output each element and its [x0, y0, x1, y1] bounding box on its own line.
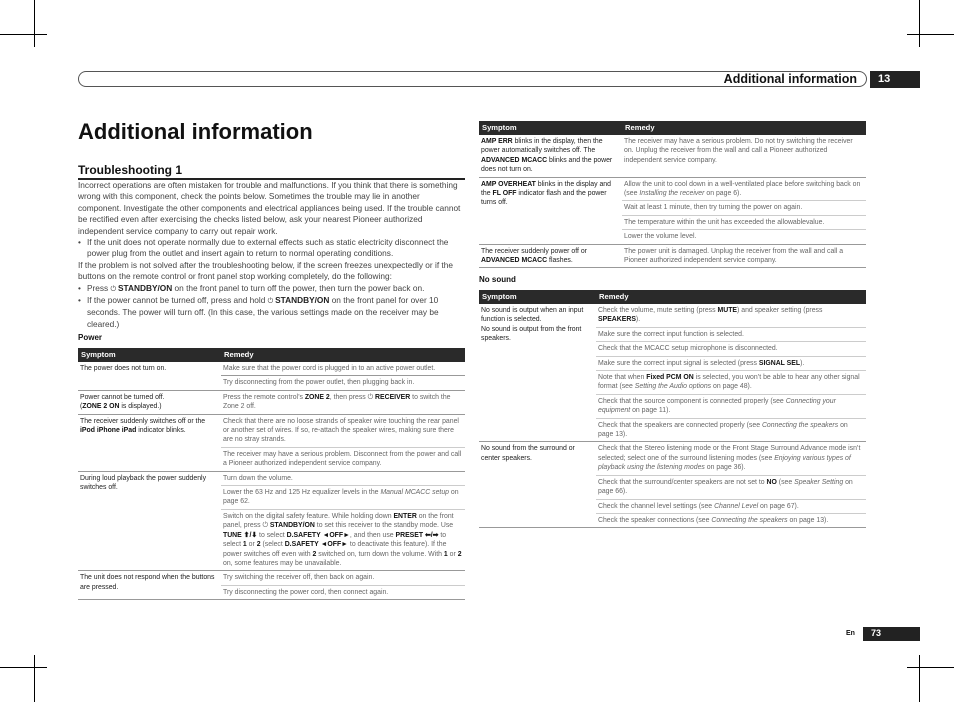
col-symptom: Symptom	[78, 348, 221, 362]
bullet-press-standby: • Press ⏻ STANDBY/ON on the front panel to turn off the power, then turn the power back on.	[87, 283, 465, 295]
table-cell: The unit does not respond when the buttons are pressed.	[78, 571, 221, 600]
col-remedy: Remedy	[622, 121, 866, 135]
table-cell: Check that there are no loose strands of speaker wire touching the rear panel or another set of wires. If so, re-attach the speaker wires, making sure there are no stray strands.	[221, 414, 465, 447]
amp-table	[479, 121, 866, 268]
table-cell: Check the channel level settings (see Channel Level on page 67).	[596, 499, 866, 513]
header-title: Additional information	[723, 72, 857, 86]
footer-language: En	[846, 630, 855, 637]
table-cell: Try disconnecting the power cord, then connect again.	[221, 585, 465, 599]
section-title: Troubleshooting 1	[78, 163, 182, 177]
col-symptom: Symptom	[479, 121, 622, 135]
table-cell: Make sure that the power cord is plugged in to an active power outlet.	[221, 362, 465, 376]
power-table	[78, 348, 465, 600]
table-cell: Check the volume, mute setting (press MUTE) and speaker setting (press SPEAKERS).	[596, 304, 866, 327]
table-cell: The receiver may have a serious problem. Disconnect from the power and call a Pioneer authorized independent service company.	[221, 447, 465, 471]
table-cell: Check that the Stereo listening mode or the Front Stage Surround Advance mode isn’t selected; select one of the surround listening modes (see Enjoying various types of playback using the listening modes on page 36).	[596, 442, 866, 475]
crop-mark	[34, 655, 35, 702]
power-heading: Power	[78, 333, 103, 342]
table-cell: Press the remote control’s ZONE 2, then press ⏻ RECEIVER to switch the Zone 2 off.	[221, 390, 465, 414]
bullet-static: • If the unit does not operate normally due to external effects such as static electricity disconnect the power plug from the outlet and insert again to return to normal operating conditions.	[87, 237, 465, 260]
intro-paragraph-2: If the problem is not solved after the troubleshooting below, if the screen freezes unexpectedly or if the buttons on the remote control or front panel stop working completely, do the following:	[78, 259, 453, 282]
table-cell: The receiver may have a serious problem. Do not try switching the receiver on. Unplug the receiver from the wall and call a Pioneer authorized independent service company.	[622, 135, 866, 177]
intro-paragraph: Incorrect operations are often mistaken for trouble and malfunctions. If you think that there is something wrong with this component, check the points below. Sometimes the trouble may lie in another component. Investigate the other components and electrical appliances being used. If the trouble cannot be rectified even after exercising the checks listed below, ask your nearest Pioneer authorized independent service company to carry out repair work.	[78, 180, 461, 236]
page-number: 73	[863, 627, 920, 641]
table-cell: Lower the volume level.	[622, 230, 866, 244]
bullet-hold-standby: • If the power cannot be turned off, press and hold ⏻ STANDBY/ON on the front panel for over 10 seconds. The power will turn off. (In this case, the various settings made on the receiver may be cleared.)	[87, 295, 465, 330]
table-cell: During loud playback the power suddenly switches off.	[78, 471, 221, 571]
table-cell: Check that the source component is connected properly (see Connecting your equipment on page 11).	[596, 394, 866, 418]
table-cell: The power does not turn on.	[78, 362, 221, 390]
table-cell: Note that when Fixed PCM ON is selected, you won’t be able to hear any other signal format (see Setting the Audio options on page 48).	[596, 371, 866, 395]
crop-mark	[34, 0, 35, 47]
power-icon: ⏻	[267, 298, 276, 306]
chapter-number: 13	[870, 71, 920, 88]
table-cell: Lower the 63 Hz and 125 Hz equalizer levels in the Manual MCACC setup on page 62.	[221, 486, 465, 510]
intro-text	[78, 180, 465, 330]
table-cell: AMP ERR blinks in the display, then the power automatically switches off. The ADVANCED MCACC blinks and the power does not turn on.	[479, 135, 622, 177]
col-remedy: Remedy	[221, 348, 465, 362]
table-cell: The temperature within the unit has exceeded the allowablevalue.	[622, 215, 866, 229]
col-symptom: Symptom	[479, 290, 596, 304]
page-title: Additional information	[78, 119, 313, 144]
table-cell: Try disconnecting from the power outlet, then plugging back in.	[221, 376, 465, 390]
power-icon: ⏻	[110, 285, 118, 293]
table-cell: Check that the speakers are connected properly (see Connecting the speakers on page 13).	[596, 418, 866, 442]
table-cell: The power unit is damaged. Unplug the receiver from the wall and call a Pioneer authorized independent service company.	[622, 244, 866, 268]
table-cell: The receiver suddenly power off or ADVANCED MCACC flashes.	[479, 244, 622, 268]
table-cell: No sound is output when an input function is selected. No sound is output from the front speakers.	[479, 304, 596, 442]
table-cell: Check that the surround/center speakers are not set to NO (see Speaker Setting on page 66).	[596, 475, 866, 499]
table-cell: Make sure the correct input signal is selected (press SIGNAL SEL).	[596, 356, 866, 370]
table-cell: Turn down the volume.	[221, 471, 465, 485]
table-cell: Check that the MCACC setup microphone is disconnected.	[596, 342, 866, 356]
crop-mark	[907, 667, 954, 668]
crop-mark	[919, 0, 920, 47]
table-cell: Switch on the digital safety feature. While holding down ENTER on the front panel, press ⏻ STANDBY/ON to set this receiver to the standby mode. Use TUNE ⬆/⬇ to select D.SAFETY ◄OFF►, and then use PRESET ⬅/➡ to select 1 or 2 (select D.SAFETY ◄OFF► to deactivate this feature). If the power switches off even with 2 switched on, turn down the volume. With 1 or 2 on, some features may be unavailable.	[221, 509, 465, 570]
crop-mark	[0, 667, 47, 668]
table-cell: No sound from the surround or center speakers.	[479, 442, 596, 528]
crop-mark	[907, 34, 954, 35]
crop-mark	[919, 655, 920, 702]
table-cell: Power cannot be turned off. (ZONE 2 ON is displayed.)	[78, 390, 221, 414]
table-cell: Check the speaker connections (see Connecting the speakers on page 13).	[596, 513, 866, 527]
col-remedy: Remedy	[596, 290, 866, 304]
crop-mark	[0, 34, 47, 35]
no-sound-heading: No sound	[479, 275, 516, 284]
table-cell: Make sure the correct input function is selected.	[596, 327, 866, 341]
table-cell: Try switching the receiver off, then back on again.	[221, 571, 465, 585]
table-cell: Allow the unit to cool down in a well-ventilated place before switching back on (see Installing the receiver on page 6).	[622, 177, 866, 201]
table-cell: Wait at least 1 minute, then try turning the power on again.	[622, 201, 866, 215]
table-cell: The receiver suddenly switches off or the iPod iPhone iPad indicator blinks.	[78, 414, 221, 471]
table-cell: AMP OVERHEAT blinks in the display and the FL OFF indicator flash and the power turns off.	[479, 177, 622, 244]
no-sound-table	[479, 290, 866, 528]
